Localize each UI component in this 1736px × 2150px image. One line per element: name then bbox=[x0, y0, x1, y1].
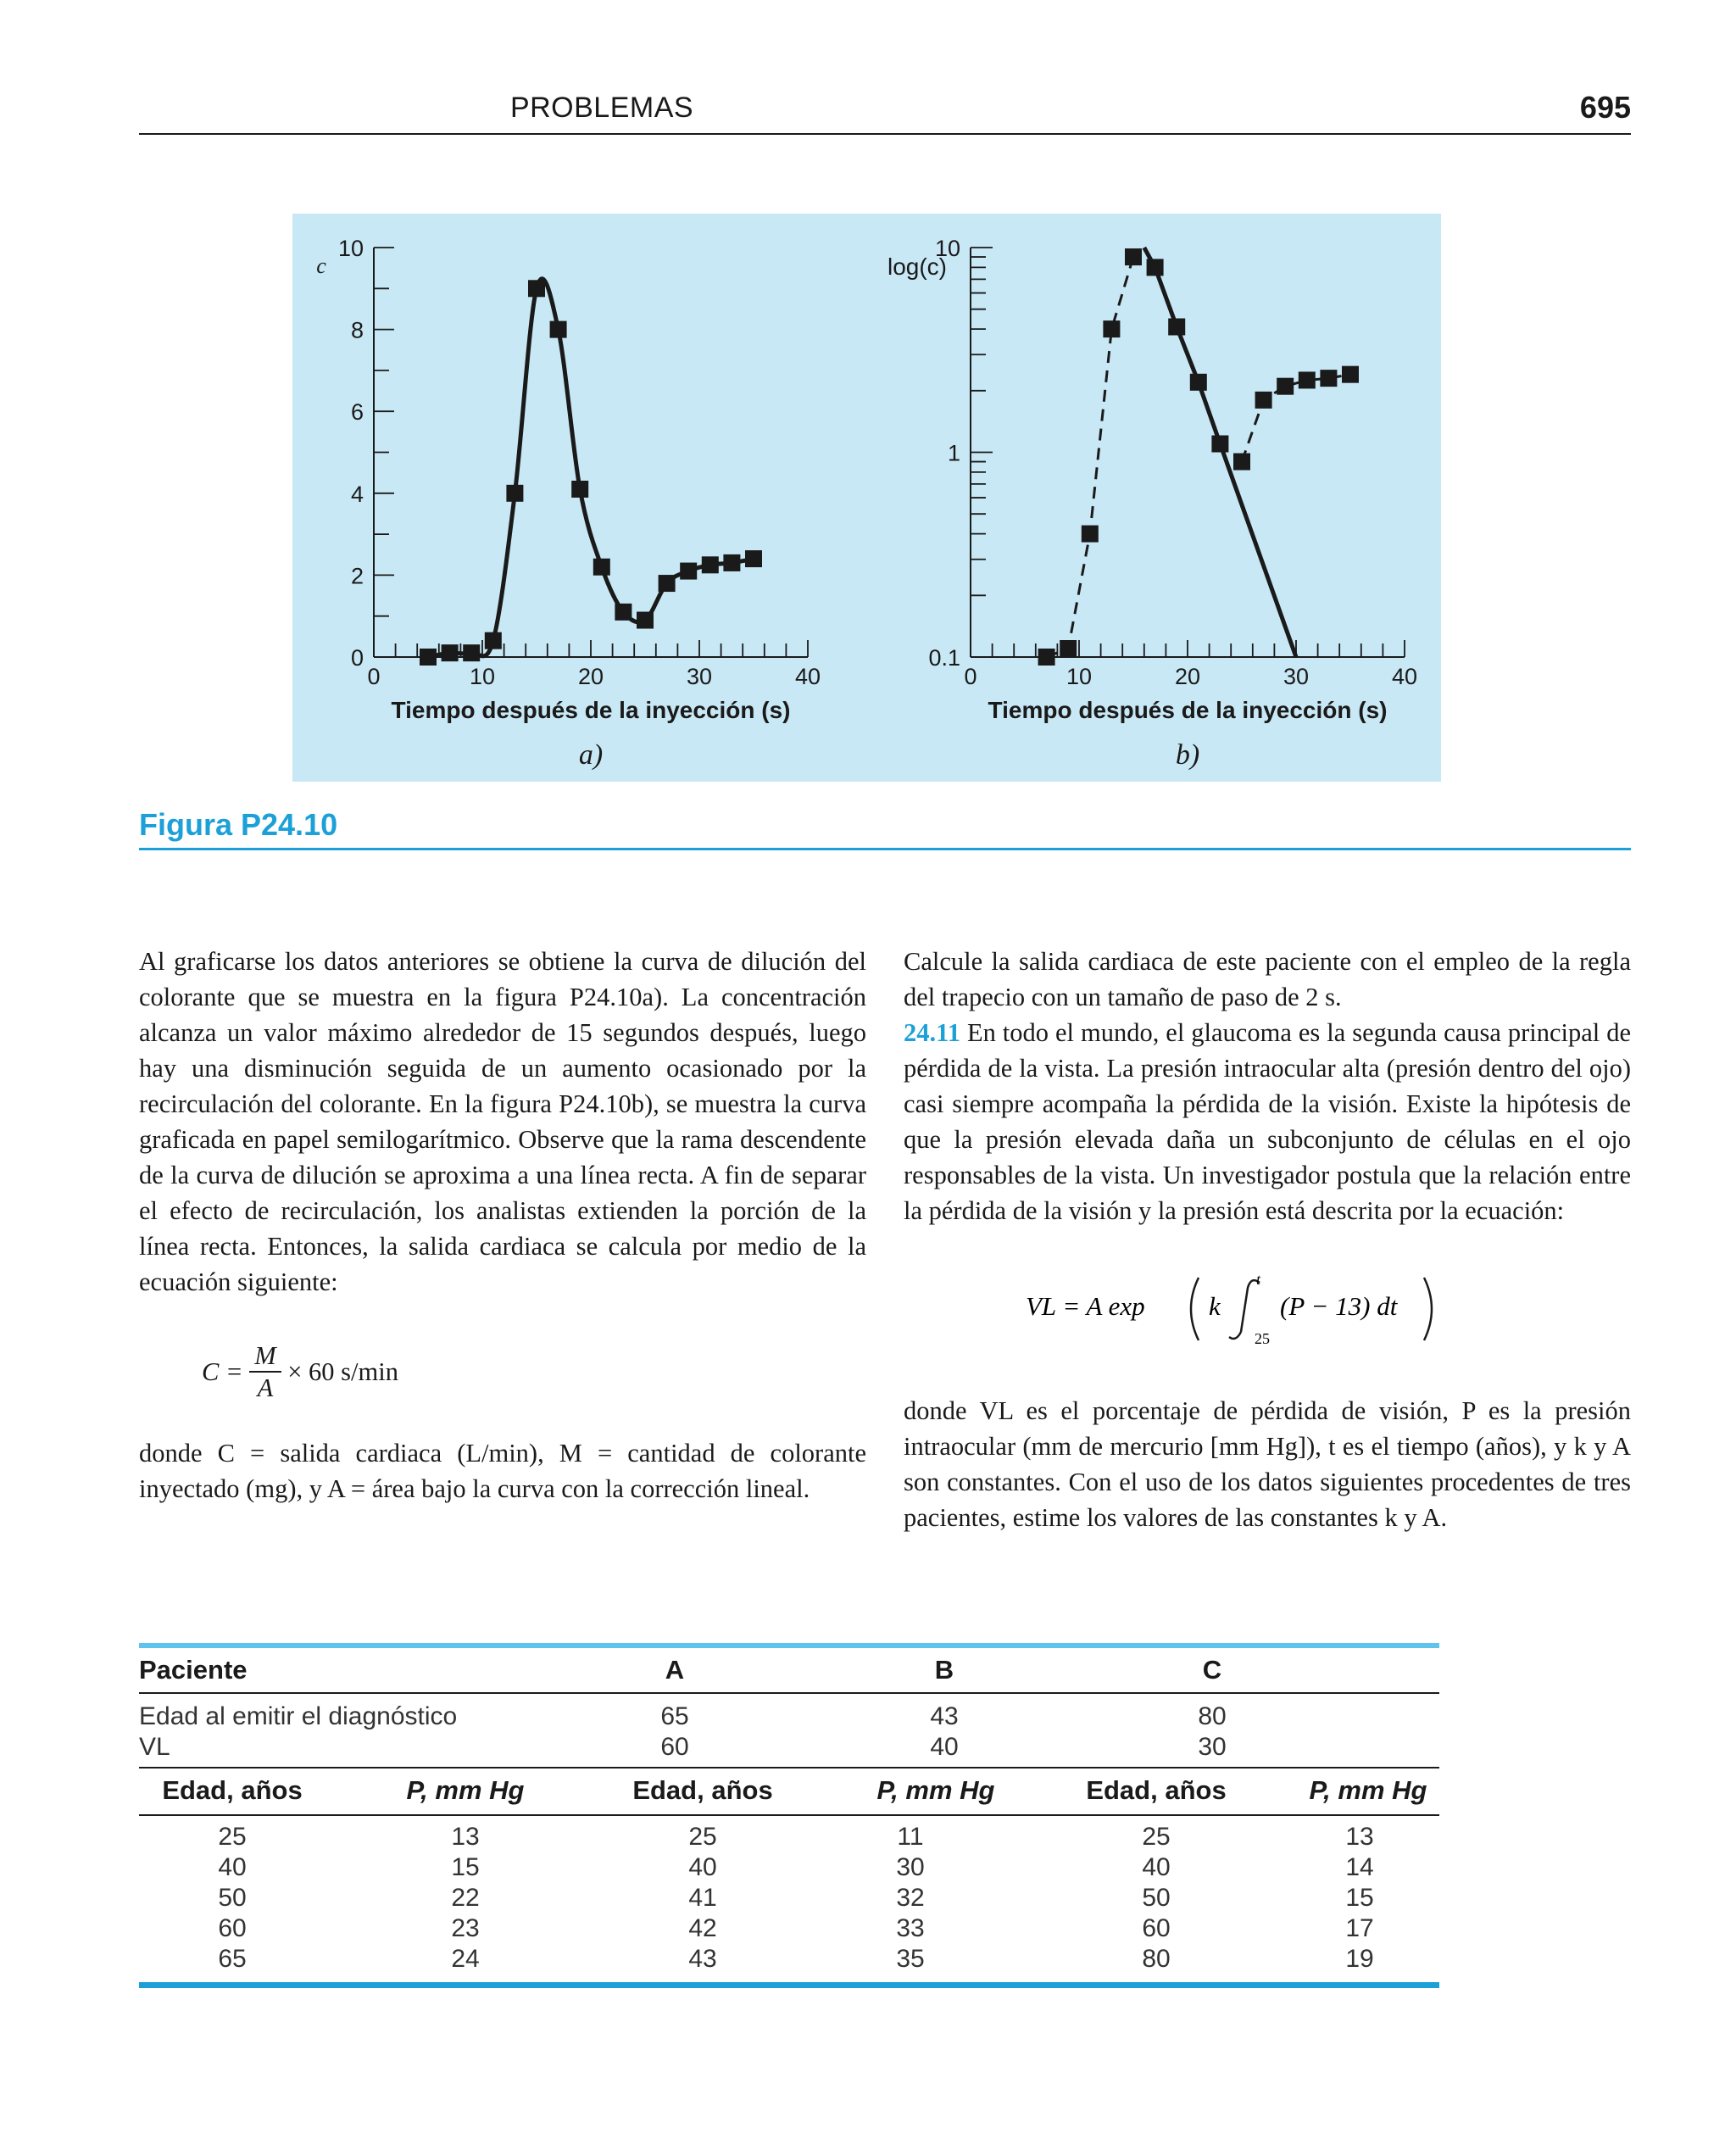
data-point-marker bbox=[1147, 259, 1164, 276]
data-point-marker bbox=[745, 550, 762, 567]
data-point-marker bbox=[1082, 526, 1099, 543]
left-paren bbox=[1191, 1278, 1199, 1340]
data-point-marker bbox=[1190, 374, 1207, 391]
data-point-marker bbox=[637, 612, 654, 629]
right-paren bbox=[1424, 1278, 1432, 1340]
paragraph-definitions: donde C = salida cardiaca (L/min), M = cantidad de colorante inyectado (mg), y A = área bajo la curva con la corrección lineal. bbox=[139, 1439, 866, 1503]
table-row bbox=[139, 1945, 1439, 1975]
table-cell: 40 bbox=[218, 1853, 247, 1881]
table-cell: 33 bbox=[896, 1914, 925, 1942]
eq-upper-limit: t bbox=[1256, 1271, 1261, 1288]
y-tick-label: 10 bbox=[934, 236, 960, 261]
data-point-marker bbox=[1320, 370, 1337, 387]
data-point-marker bbox=[571, 481, 588, 498]
table-cell: 50 bbox=[1142, 1884, 1171, 1912]
eq-numerator: M bbox=[249, 1340, 281, 1373]
y-tick-label: 10 bbox=[337, 236, 364, 261]
equation-vision-loss bbox=[904, 1262, 1631, 1347]
table-header-row bbox=[139, 1648, 1439, 1692]
table-cell: 32 bbox=[896, 1884, 925, 1912]
solid-series-line bbox=[428, 279, 754, 657]
x-tick-label: 30 bbox=[1283, 664, 1310, 689]
table-subheader-row bbox=[139, 1768, 1439, 1814]
table-cell: 60 bbox=[660, 1733, 689, 1761]
problem-text: En todo el mundo, el glaucoma es la segunda causa principal de pérdida de la vista. La presión intraocular alta (presión dentro del ojo) casi siempre acompaña la pérdida de la visión. Existe la hipótesis de que la presión elevada daña un subconjunto de células en el ojo responsables de la vista. Un investigador postula que la relación entre la pérdida de la visión y la presión está descrita por la ecuación: bbox=[904, 1018, 1631, 1225]
table-data-rows bbox=[139, 1823, 1439, 1975]
eq-lhs: C = bbox=[202, 1357, 243, 1386]
data-point-marker bbox=[463, 644, 480, 661]
equation-cardiac-output bbox=[202, 1340, 866, 1400]
header-patient-a: A bbox=[665, 1655, 685, 1685]
data-point-marker bbox=[1038, 649, 1055, 666]
table-cell: 13 bbox=[451, 1823, 480, 1851]
data-point-marker bbox=[1211, 436, 1228, 453]
data-point-marker bbox=[593, 559, 610, 576]
dashed-series-line bbox=[1047, 257, 1133, 657]
y-axis-label: log(c) bbox=[887, 253, 947, 280]
table-info-row bbox=[139, 1702, 1439, 1733]
subheader-age: Edad, años bbox=[632, 1775, 773, 1805]
x-axis-label: Tiempo después de la inyección (s) bbox=[988, 697, 1388, 723]
table-row bbox=[139, 1914, 1439, 1945]
table-cell: 25 bbox=[218, 1823, 247, 1851]
header-patient: Paciente bbox=[139, 1655, 248, 1685]
table-cell: 22 bbox=[451, 1884, 480, 1912]
table-cell: 30 bbox=[1198, 1733, 1227, 1761]
paragraph-variables: donde VL es el porcentaje de pérdida de visión, P es la presión intraocular (mm de mercurio [mm Hg]), t es el tiempo (años), y k y A son constantes. Con el uso de los datos siguientes procedentes de tres pacientes, estime los valores de las constantes k y A. bbox=[904, 1396, 1631, 1532]
figure-panel bbox=[292, 214, 1441, 782]
table-cell: 60 bbox=[218, 1914, 247, 1942]
panel-label: b) bbox=[1175, 739, 1200, 771]
y-axis-label: c bbox=[316, 253, 326, 278]
data-point-marker bbox=[1103, 320, 1120, 337]
y-tick-label: 4 bbox=[350, 481, 364, 507]
x-tick-label: 0 bbox=[964, 664, 977, 689]
x-axis-label: Tiempo después de la inyección (s) bbox=[391, 697, 791, 723]
table-cell: 35 bbox=[896, 1945, 925, 1973]
data-point-marker bbox=[442, 644, 459, 661]
data-point-marker bbox=[1168, 319, 1185, 336]
subheader-age: Edad, años bbox=[162, 1775, 303, 1805]
subheader-age: Edad, años bbox=[1086, 1775, 1227, 1805]
paragraph-intro: Al graficarse los datos anteriores se obtiene la curva de dilución del colorante que se muestra en la figura P24.10a). La concentración alcanza un valor máximo alrededor de 15 segundos después, luego hay una disminución seguida de un aumento ocasionado por la recirculación del colorante. En la figura P24.10b), se muestra la curva graficada en papel semilogarítmico. Observe que la rama descendente de la curva de dilución se aproxima a una línea recta. A fin de separar el efecto de recirculación, los analistas extienden la porción de la línea recta. Entonces, la salida cardiaca se calcula por medio de la ecuación siguiente: bbox=[139, 947, 866, 1296]
data-point-marker bbox=[680, 563, 697, 580]
data-point-marker bbox=[723, 554, 740, 571]
subheader-pressure: P, mm Hg bbox=[876, 1775, 995, 1805]
table-cell: 65 bbox=[660, 1702, 689, 1730]
table-cell: 15 bbox=[1345, 1884, 1374, 1912]
y-tick-label: 0 bbox=[350, 645, 364, 671]
table-row bbox=[139, 1823, 1439, 1853]
data-point-marker bbox=[550, 321, 567, 338]
eq-k: k bbox=[1209, 1291, 1221, 1321]
panel-label: a) bbox=[578, 739, 604, 771]
eq-integrand: (P − 13) dt bbox=[1280, 1291, 1398, 1321]
x-tick-label: 20 bbox=[1174, 664, 1201, 689]
table-cell: 50 bbox=[218, 1884, 247, 1912]
data-point-marker bbox=[485, 632, 502, 649]
x-tick-label: 40 bbox=[794, 664, 821, 689]
table-cell: 80 bbox=[1198, 1702, 1227, 1730]
table-cell: 25 bbox=[1142, 1823, 1171, 1851]
data-point-marker bbox=[420, 649, 437, 666]
x-tick-label: 10 bbox=[469, 664, 496, 689]
left-column bbox=[139, 944, 866, 1507]
table-cell: 23 bbox=[451, 1914, 480, 1942]
table-info-row bbox=[139, 1733, 1439, 1763]
subheader-pressure: P, mm Hg bbox=[406, 1775, 525, 1805]
y-tick-label: 2 bbox=[350, 563, 364, 589]
x-tick-label: 40 bbox=[1391, 664, 1418, 689]
table-cell: 30 bbox=[896, 1853, 925, 1881]
table-cell: 19 bbox=[1345, 1945, 1374, 1973]
eq-denominator: A bbox=[257, 1373, 274, 1402]
table-cell: 40 bbox=[688, 1853, 717, 1881]
x-tick-label: 0 bbox=[367, 664, 381, 689]
data-point-marker bbox=[1299, 371, 1316, 388]
data-point-marker bbox=[659, 575, 676, 592]
table-cell: 65 bbox=[218, 1945, 247, 1973]
x-tick-label: 30 bbox=[686, 664, 713, 689]
data-point-marker bbox=[528, 280, 545, 297]
y-tick-label: 6 bbox=[350, 399, 364, 426]
subheader-pressure: P, mm Hg bbox=[1309, 1775, 1427, 1805]
right-column bbox=[904, 944, 1631, 1535]
table-cell: 60 bbox=[1142, 1914, 1171, 1942]
y-tick-label: 0.1 bbox=[928, 645, 960, 671]
paragraph-trapezoid: Calcule la salida cardiaca de este paciente con el empleo de la regla del trapecio con un tamaño de paso de 2 s. bbox=[904, 947, 1631, 1011]
data-point-marker bbox=[1060, 640, 1077, 657]
table-cell: 15 bbox=[451, 1853, 480, 1881]
data-point-marker bbox=[615, 604, 632, 621]
data-point-marker bbox=[1233, 454, 1250, 471]
table-cell: 17 bbox=[1345, 1914, 1374, 1942]
table-cell: VL bbox=[139, 1733, 170, 1761]
figure-caption: Figura P24.10 bbox=[139, 807, 338, 842]
eq-lower-limit: 25 bbox=[1255, 1330, 1270, 1347]
table-bottom-rule bbox=[139, 1982, 1439, 1988]
header-patient-b: B bbox=[934, 1655, 954, 1685]
table-cell: 13 bbox=[1345, 1823, 1374, 1851]
eq-fraction bbox=[249, 1340, 281, 1403]
header-patient-c: C bbox=[1202, 1655, 1222, 1685]
table-info-rows bbox=[139, 1702, 1439, 1763]
table-cell: 14 bbox=[1345, 1853, 1374, 1881]
eq-rhs: × 60 s/min bbox=[287, 1357, 398, 1386]
running-header: PROBLEMAS bbox=[509, 92, 694, 124]
data-point-marker bbox=[1255, 392, 1272, 409]
page-number: 695 bbox=[1579, 90, 1631, 125]
equation-svg bbox=[971, 1262, 1565, 1347]
table-cell: 80 bbox=[1142, 1945, 1171, 1973]
y-tick-label: 8 bbox=[350, 317, 364, 343]
data-point-marker bbox=[506, 485, 523, 502]
x-tick-label: 10 bbox=[1066, 664, 1093, 689]
table-cell: 43 bbox=[930, 1702, 959, 1730]
header-rule bbox=[139, 133, 1631, 135]
data-point-marker bbox=[1125, 248, 1142, 265]
table-cell: 24 bbox=[451, 1945, 480, 1973]
table-cell: 42 bbox=[688, 1914, 717, 1942]
eq-vl-lhs: VL = A exp bbox=[1026, 1291, 1145, 1321]
data-point-marker bbox=[1277, 378, 1294, 395]
figure-svg bbox=[292, 214, 1441, 782]
table-cell: 41 bbox=[688, 1884, 717, 1912]
problem-number: 24.11 bbox=[904, 1018, 960, 1047]
table-cell: 11 bbox=[897, 1823, 924, 1851]
patient-data-table bbox=[139, 1643, 1439, 1988]
table-cell: Edad al emitir el diagnóstico bbox=[139, 1702, 458, 1730]
table-cell: 43 bbox=[688, 1945, 717, 1973]
table-row bbox=[139, 1884, 1439, 1914]
x-tick-label: 20 bbox=[577, 664, 604, 689]
caption-rule bbox=[139, 848, 1631, 850]
dashed-series-line bbox=[1242, 375, 1350, 462]
table-row bbox=[139, 1853, 1439, 1884]
table-cell: 25 bbox=[688, 1823, 717, 1851]
data-point-marker bbox=[1342, 366, 1359, 383]
table-cell: 40 bbox=[1142, 1853, 1171, 1881]
y-tick-label: 1 bbox=[947, 440, 960, 466]
paragraph-problem-24-11 bbox=[904, 1015, 1631, 1228]
table-cell: 40 bbox=[930, 1733, 959, 1761]
data-point-marker bbox=[702, 556, 719, 573]
